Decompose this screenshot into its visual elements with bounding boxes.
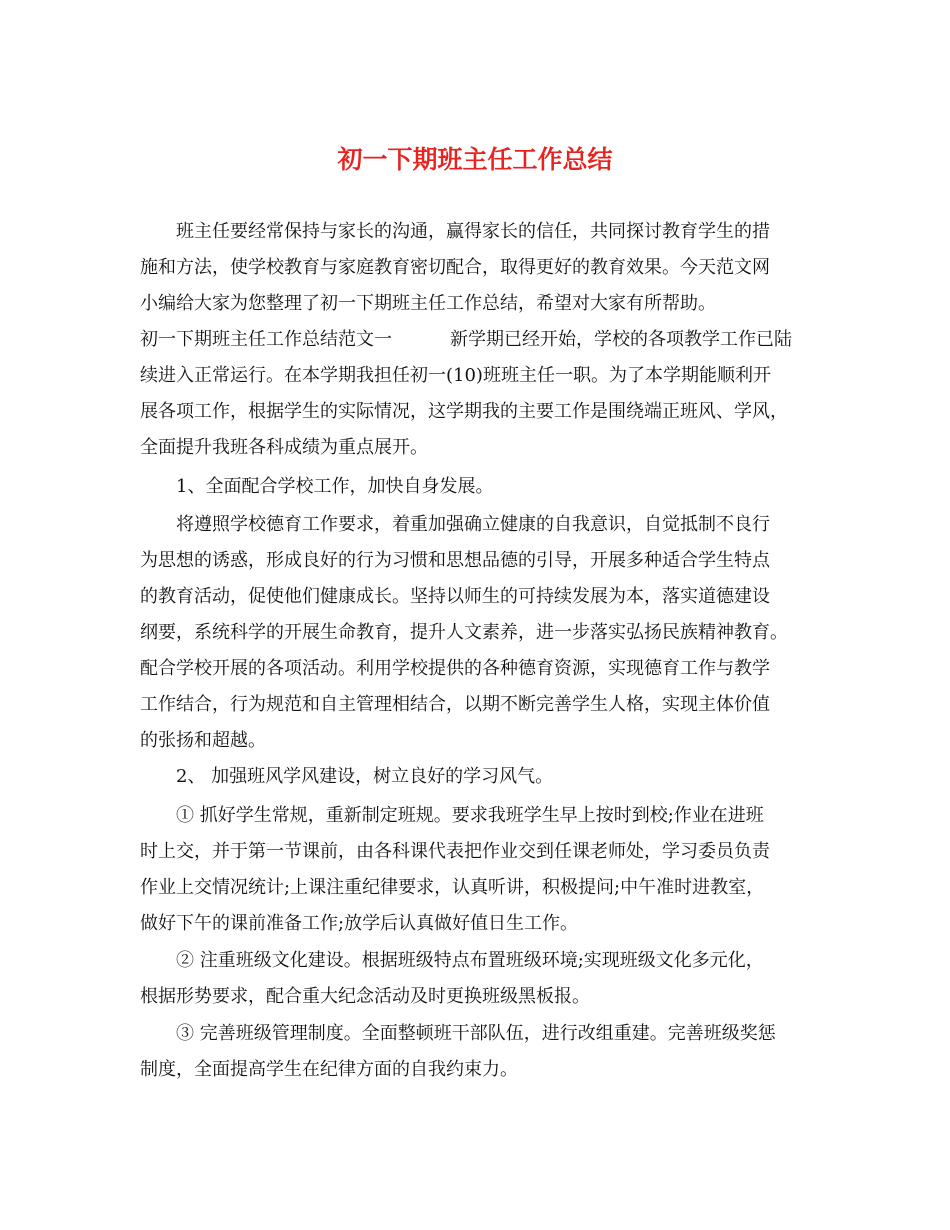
- list-item-line: 制度，全面提高学生在纪律方面的自我约束力。: [140, 1059, 518, 1080]
- list-item-line: ② 注重班级文化建设。根据班级特点布置班级环境;实现班级文化多元化，: [176, 950, 764, 971]
- document-title: 初一下期班主任工作总结: [337, 145, 613, 174]
- section-heading: 2、 加强班风学风建设，树立良好的学习风气。: [176, 766, 554, 787]
- paragraph-line: 纲要，系统科学的开展生命教育，提升人文素养，进一步落实弘扬民族精神教育。: [140, 622, 788, 643]
- intro-line: 施和方法，使学校教育与家庭教育密切配合，取得更好的教育效果。今天范文网: [140, 257, 770, 278]
- section-heading: 1、全面配合学校工作，加快自身发展。: [176, 476, 494, 497]
- list-item-line: ③ 完善班级管理制度。全面整顿班干部队伍，进行改组重建。完善班级奖惩: [176, 1023, 776, 1044]
- paragraph-line: 工作结合，行为规范和自主管理相结合，以期不断完善学生人格，实现主体价值: [140, 694, 770, 715]
- paragraph-line: 全面提升我班各科成绩为重点展开。: [140, 437, 428, 458]
- list-item-line: 根据形势要求，配合重大纪念活动及时更换班级黑板报。: [140, 986, 590, 1007]
- list-item-line: 作业上交情况统计;上课注重纪律要求，认真听讲，积极提问;中午准时进教室，: [140, 877, 765, 898]
- list-item-line: 做好下午的课前准备工作;放学后认真做好值日生工作。: [140, 913, 579, 934]
- paragraph-line: 将遵照学校德育工作要求，着重加强确立健康的自我意识，自觉抵制不良行: [176, 514, 770, 535]
- paragraph-line: 的张扬和超越。: [140, 730, 266, 751]
- paragraph-line: 配合学校开展的各项活动。利用学校提供的各种德育资源，实现德育工作与教学: [140, 658, 770, 679]
- list-item-line: 时上交，并于第一节课前，由各科课代表把作业交到任课老师处，学习委员负责: [140, 841, 770, 862]
- part-heading-line: [140, 323, 792, 357]
- part-heading: 初一下期班主任工作总结范文一: [140, 329, 392, 350]
- paragraph-line: 的教育活动，促使他们健康成长。坚持以师生的可持续发展为本，落实道德建设: [140, 586, 770, 607]
- intro-line: 小编给大家为您整理了初一下期班主任工作总结，希望对大家有所帮助。: [140, 293, 716, 314]
- paragraph-text: 新学期已经开始，学校的各项教学工作已陆: [450, 329, 792, 350]
- intro-line: 班主任要经常保持与家长的沟通，赢得家长的信任，共同探讨教育学生的措: [176, 221, 770, 242]
- paragraph-line: 展各项工作，根据学生的实际情况，这学期我的主要工作是围绕端正班风、学风，: [140, 401, 788, 422]
- list-item-line: ① 抓好学生常规，重新制定班规。要求我班学生早上按时到校;作业在进班: [176, 805, 764, 826]
- paragraph-line: 续进入正常运行。在本学期我担任初一(10)班班主任一职。为了本学期能顺利开: [140, 365, 771, 386]
- paragraph-line: 为思想的诱惑，形成良好的行为习惯和思想品德的引导，开展多种适合学生特点: [140, 550, 770, 571]
